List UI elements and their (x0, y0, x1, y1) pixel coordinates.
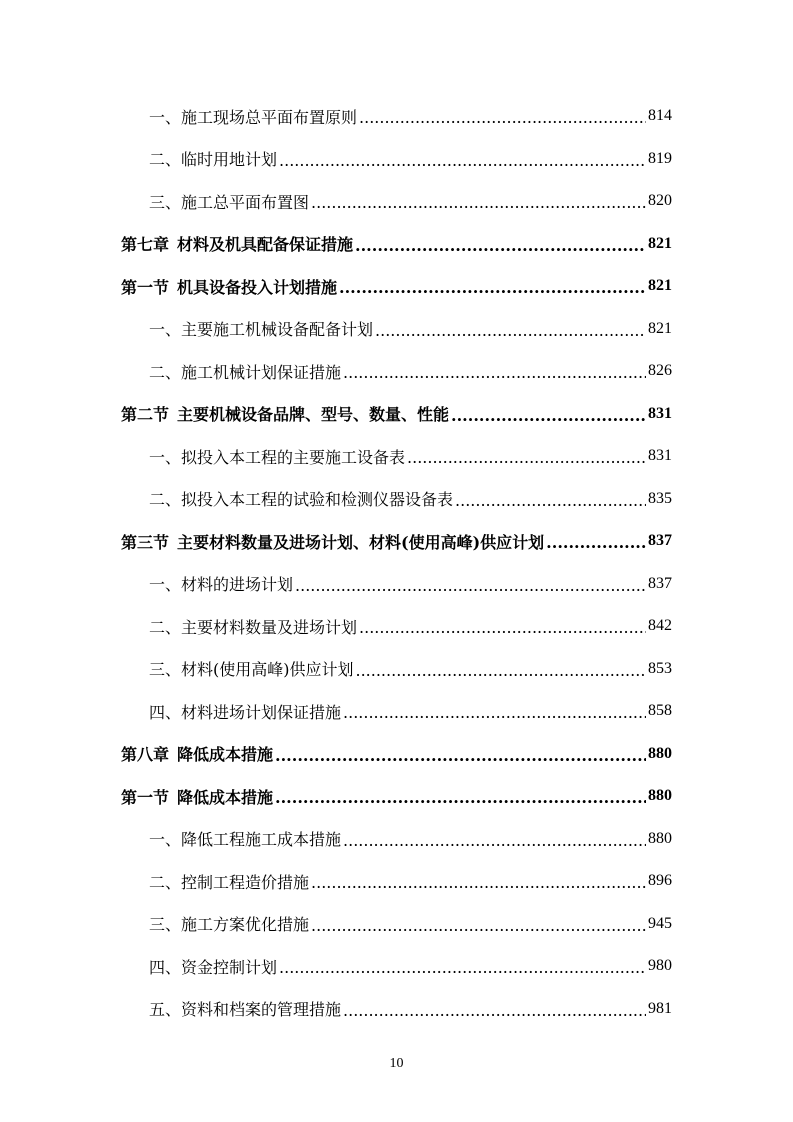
toc-leader-dots (343, 705, 646, 721)
toc-entry-page: 853 (648, 659, 672, 677)
toc-entry-title (121, 530, 544, 553)
toc-entry-number: 第一节 (121, 787, 170, 807)
toc-entry-title: 四、材料进场计划保证措施 (149, 702, 342, 722)
toc-entry-title: 一、拟投入本工程的主要施工设备表 (149, 447, 406, 467)
page-number: 10 (389, 1056, 404, 1071)
toc-entry-page: 858 (648, 702, 672, 720)
toc-entry-title: 一、施工现场总平面布置原则 (149, 107, 358, 127)
toc-entry-title (121, 275, 337, 298)
toc-entry-title (121, 232, 353, 255)
toc-entry[interactable] (0, 903, 793, 946)
toc-entry-page: 819 (648, 149, 672, 167)
toc-leader-dots (407, 450, 646, 466)
toc-entry[interactable] (0, 648, 793, 691)
toc-entry-heading: 降低成本措施 (177, 787, 274, 807)
toc-chapter-entry[interactable] (0, 733, 793, 776)
toc-entry-title: 四、资金控制计划 (149, 957, 278, 977)
toc-leader-dots (275, 748, 646, 764)
toc-entry-heading: 主要材料数量及进场计划、材料(使用高峰)供应计划 (177, 532, 545, 552)
toc-entry[interactable] (0, 478, 793, 521)
toc-leader-dots (455, 493, 646, 509)
toc-entry-page: 945 (648, 914, 672, 932)
toc-entry-page: 821 (648, 234, 672, 252)
toc-entry-title (121, 742, 273, 765)
toc-entry-page: 831 (648, 447, 672, 465)
toc-leader-dots (451, 408, 646, 424)
toc-leader-dots (355, 238, 646, 254)
toc-entry-title: 一、材料的进场计划 (149, 575, 294, 595)
toc-entry[interactable] (0, 690, 793, 733)
toc-section-entry[interactable] (0, 393, 793, 436)
toc-entry-title: 二、施工机械计划保证措施 (149, 362, 342, 382)
toc-leader-dots (339, 280, 646, 296)
toc-entry[interactable] (0, 180, 793, 223)
table-of-contents (0, 95, 793, 1030)
toc-entry-page: 880 (648, 787, 672, 805)
toc-leader-dots (375, 323, 646, 339)
toc-entry-page: 837 (648, 532, 672, 550)
toc-leader-dots (311, 875, 646, 891)
toc-entry-title: 三、施工方案优化措施 (149, 915, 310, 935)
toc-entry[interactable] (0, 350, 793, 393)
toc-entry[interactable] (0, 818, 793, 861)
toc-entry-title: 三、材料(使用高峰)供应计划 (149, 660, 354, 680)
toc-entry-number: 第二节 (121, 405, 170, 425)
toc-entry[interactable] (0, 95, 793, 138)
toc-leader-dots (356, 663, 647, 679)
toc-entry-page: 880 (648, 744, 672, 762)
toc-entry-number: 第八章 (121, 745, 170, 765)
toc-entry[interactable] (0, 605, 793, 648)
toc-entry-heading: 主要机械设备品牌、型号、数量、性能 (177, 405, 450, 425)
toc-entry[interactable] (0, 308, 793, 351)
toc-entry[interactable] (0, 945, 793, 988)
toc-entry-page: 896 (648, 872, 672, 890)
toc-entry-page: 821 (648, 277, 672, 295)
toc-entry-number: 第三节 (121, 532, 170, 552)
toc-entry[interactable] (0, 860, 793, 903)
toc-entry-page: 837 (648, 574, 672, 592)
toc-entry-page: 980 (648, 957, 672, 975)
toc-entry-page: 981 (648, 999, 672, 1017)
toc-leader-dots (343, 1003, 646, 1019)
toc-section-entry[interactable] (0, 775, 793, 818)
toc-leader-dots (546, 535, 646, 551)
toc-entry-heading: 材料及机具配备保证措施 (177, 235, 354, 255)
toc-leader-dots (295, 578, 646, 594)
toc-entry-title: 三、施工总平面布置图 (149, 192, 310, 212)
toc-entry[interactable] (0, 563, 793, 606)
toc-entry[interactable] (0, 988, 793, 1031)
toc-entry[interactable] (0, 435, 793, 478)
toc-entry-number: 第七章 (121, 235, 170, 255)
toc-entry-page: 842 (648, 617, 672, 635)
toc-entry-page: 820 (648, 192, 672, 210)
toc-entry-page: 880 (648, 829, 672, 847)
toc-entry[interactable] (0, 138, 793, 181)
toc-entry-title: 二、拟投入本工程的试验和检测仪器设备表 (149, 490, 454, 510)
toc-entry-title: 二、临时用地计划 (149, 150, 278, 170)
toc-entry-title: 一、主要施工机械设备配备计划 (149, 320, 374, 340)
toc-entry-page: 814 (648, 107, 672, 125)
toc-entry-title: 二、主要材料数量及进场计划 (149, 617, 358, 637)
toc-section-entry[interactable] (0, 265, 793, 308)
toc-entry-heading: 降低成本措施 (177, 745, 274, 765)
toc-entry-page: 826 (648, 362, 672, 380)
toc-entry-page: 831 (648, 404, 672, 422)
toc-entry-page: 821 (648, 319, 672, 337)
toc-leader-dots (279, 153, 646, 169)
toc-entry-heading: 机具设备投入计划措施 (177, 277, 338, 297)
toc-entry-page: 835 (648, 489, 672, 507)
toc-leader-dots (343, 833, 646, 849)
toc-leader-dots (359, 110, 646, 126)
toc-leader-dots (279, 960, 646, 976)
toc-entry-title (121, 402, 449, 425)
toc-entry-title: 一、降低工程施工成本措施 (149, 830, 342, 850)
toc-leader-dots (343, 365, 646, 381)
toc-leader-dots (311, 195, 646, 211)
toc-leader-dots (275, 790, 646, 806)
toc-section-entry[interactable] (0, 520, 793, 563)
toc-entry-title (121, 785, 273, 808)
toc-entry-title: 五、资料和档案的管理措施 (149, 1000, 342, 1020)
toc-chapter-entry[interactable] (0, 223, 793, 266)
toc-leader-dots (359, 620, 646, 636)
toc-entry-number: 第一节 (121, 277, 170, 297)
toc-entry-title: 二、控制工程造价措施 (149, 872, 310, 892)
toc-leader-dots (311, 918, 646, 934)
